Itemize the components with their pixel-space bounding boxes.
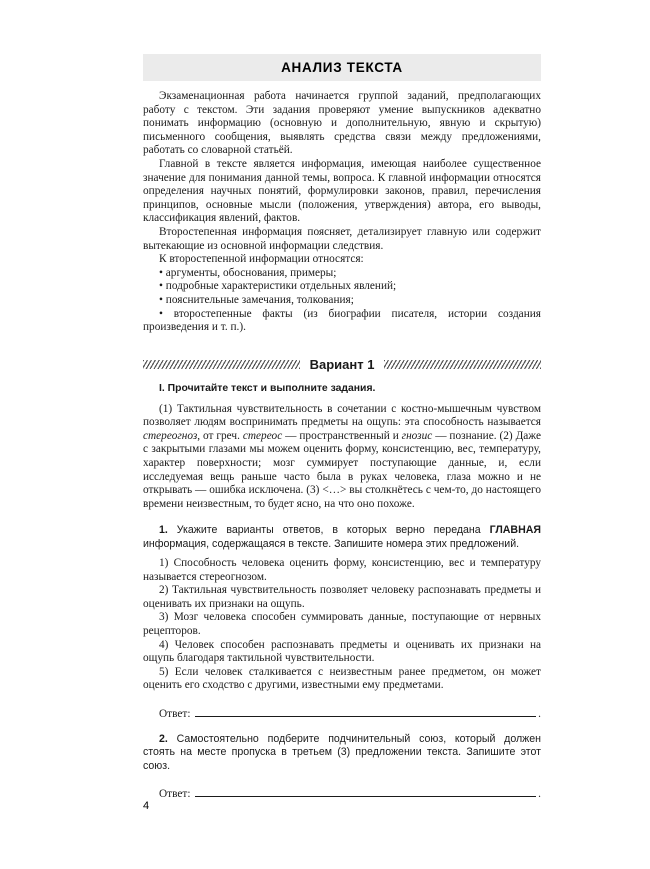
section-title: АНАЛИЗ ТЕКСТА [143,54,541,81]
variant-heading [143,357,541,372]
answer-blank[interactable] [195,707,536,717]
answer-label: Ответ: [159,707,191,720]
answer-period: . [538,787,541,800]
question-2-stem-part-1: Самостоятельно подберите подчинительный союз, который должен стоять на месте пропуска в третьем (3) предложении текста. Запишите этот союз. [143,732,541,772]
reading-text-segment-italic: гнозис [401,429,433,442]
reading-text-segment: , от греч. [197,429,243,442]
question-2-answer-line[interactable] [143,787,541,800]
answer-period: . [538,707,541,720]
option-5: 5) Если человек сталкивается с неизвестным ранее предметом, он может оценить его сходство с другими, известными ему предметами. [143,665,541,692]
option-3: 3) Мозг человека способен суммировать данные, поступающие от нервных рецепторов. [143,611,541,637]
secondary-info-list [143,267,541,335]
reading-text-segment: — пространственный и [282,429,402,442]
question-2 [143,733,541,800]
question-1-stem-part-1: Укажите варианты ответов, в которых верно передана [167,524,490,537]
option-1: 1) Способность человека оценить форму, консистенцию, вес и температуру называется стереогнозом. [143,557,541,583]
question-1-stem-emphasis: ГЛАВНАЯ [489,524,541,537]
reading-text-segment: (1) Тактильная чувствительность в сочетании с костно-мышечным чувством позволяет людям воспринимать предметы на ощупь: эта способность называется [143,402,541,429]
page-number: 4 [143,800,150,812]
intro-paragraph-3: Второстепенная информация поясняет, детализирует главную или содержит вытекающие из основной информации следствия. [143,225,541,252]
option-2: 2) Тактильная чувствительность позволяет человеку распознавать предметы и оценивать их признаки на ощупь. [143,584,541,610]
question-2-stem [143,733,541,773]
option-4: 4) Человек способен распознавать предметы и оценивать их признаки на ощупь благодаря тактильной чувствительности. [143,638,541,665]
answer-label: Ответ: [159,787,191,800]
question-1-number: 1. [159,524,168,537]
question-1 [143,524,541,720]
decorative-rule-right [384,360,541,369]
question-1-stem-part-2: информация, содержащаяся в тексте. Запишите номера этих предложений. [143,537,520,550]
answer-blank[interactable] [195,787,536,797]
list-item: • аргументы, обоснования, примеры; [159,266,337,279]
reading-text-segment: — познание. (2) Даже с закрытыми глазами мы можем оценить форму, консистенцию, вес, температуру, характер поверхности; мозг суммирует поступающие данные, и, если исследуемая вещь раньше часто была в руках человека, глаза можно и не открывать — ошибка исключена. (3) <…> вы столкнётесь с чем-то, до настоящего времени неизвестным, то будет ясно, на что оно похоже. [143,429,541,510]
question-1-answer-line[interactable] [143,707,541,720]
question-2-number: 2. [159,732,168,745]
list-item: • второстепенные факты (из биографии писателя, истории создания произведения и т. п.). [143,307,541,334]
reading-text-segment-italic: стереогноз [143,429,198,442]
intro-paragraph-2: Главной в тексте является информация, имеющая наиболее существенное значение для понимания данной темы, вопроса. К главной информации относятся определения научных понятий, формулировки законов, правил, перечисления принципов, основные мысли (положения, утверждения) автора, его выводы, классификация явлений, фактов. [143,157,541,225]
list-item: • подробные характеристики отдельных явлений; [159,280,397,293]
page-content [143,54,541,800]
list-item: • пояснительные замечания, толкования; [159,293,354,306]
reading-text-segment-italic: стереос [242,429,283,442]
intro-paragraph-1: Экзаменационная работа начинается группой заданий, предполагающих работу с текстом. Эти задания проверяют умение выпускников адекватно понимать информацию (основную и дополнительную, явную и скрытую) письменного сообщения, выявлять средства связи между предложениями, работать со словарной статьёй. [143,90,541,157]
decorative-rule-left [143,360,300,369]
variant-label: Вариант 1 [309,356,375,372]
question-1-options [143,557,541,693]
part-instruction: I. Прочитайте текст и выполните задания. [159,382,376,394]
question-1-stem [143,524,541,551]
intro-paragraph-4: К второстепенной информации относятся: [159,253,364,266]
reading-text [143,403,541,512]
